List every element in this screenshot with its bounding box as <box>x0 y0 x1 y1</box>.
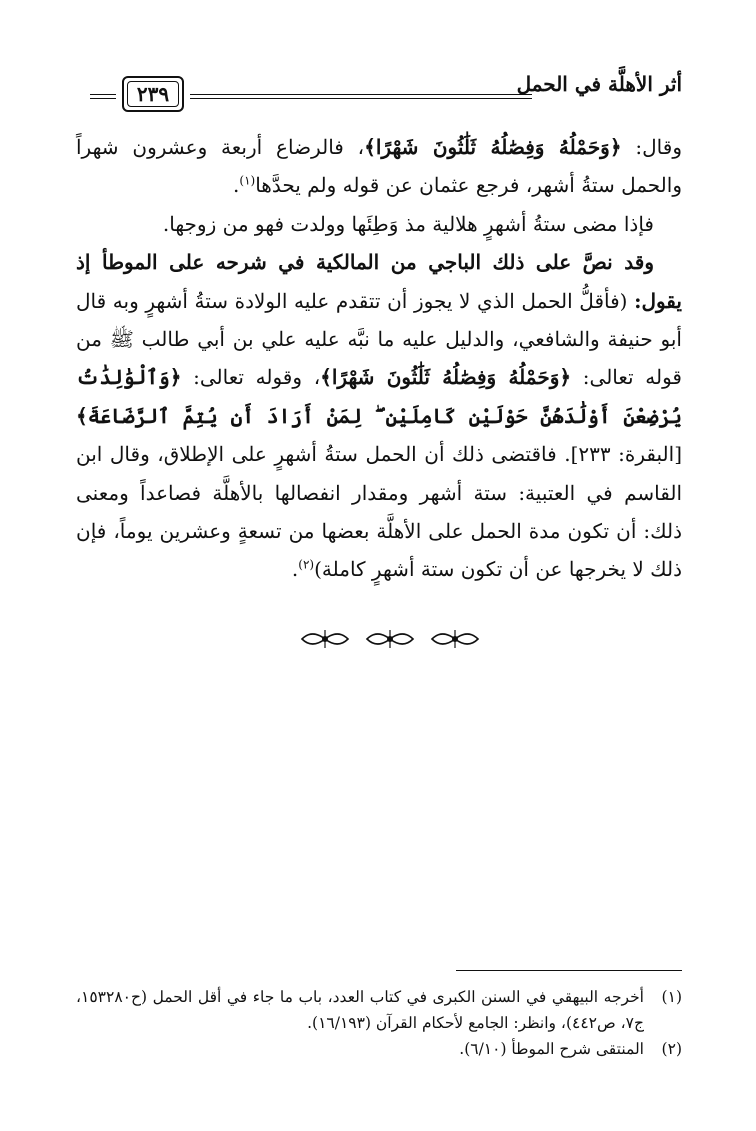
ornament-icon <box>300 626 350 652</box>
section-divider <box>300 624 480 654</box>
quran-verse: ﴿وَحَمْلُهُ وَفِصَٰلُهُ ثَلَٰثُونَ شَهْرًا﴾ <box>364 135 622 159</box>
text-run: . <box>291 557 299 582</box>
bold-lead: وقد نصَّ على ذلك الباجي من المالكية في شرحه على الموطأ إذ يقول: <box>76 250 682 313</box>
text-run: وقال: <box>621 135 682 159</box>
footnotes <box>76 984 682 1062</box>
footnote-text: أخرجه البيهقي في السنن الكبرى في كتاب العدد، باب ما جاء في أقل الحمل (ح١٥٣٢٨٠، ج٧، ص٤٤٢)، وانظر: الجامع لأحكام القرآن (١٦/١٩٣). <box>76 988 644 1032</box>
footnote-number: (٢) <box>661 1040 682 1058</box>
ornament-icon <box>430 626 480 652</box>
text-run: ، وقوله تعالى: <box>181 365 321 390</box>
quran-verse: ﴿وَٱلْوَٰلِدَٰتُ يُرْضِعْنَ أَوْلَٰدَهُنَّ حَوْلَيْنِ كَامِلَيْنِ ۖ لِمَنْ أَرَادَ أَن يُتِمَّ ٱلرَّضَاعَةَ﴾ <box>76 365 682 428</box>
main-text <box>76 128 682 589</box>
text-run: . <box>233 173 240 198</box>
footnote-2 <box>76 1036 682 1062</box>
header-double-rule <box>190 94 532 99</box>
running-title: أثر الأهلَّة في الحمل <box>516 72 682 96</box>
footnote-text: المنتقى شرح الموطأ (٦/١٠). <box>459 1040 644 1058</box>
text-run: [البقرة: ٢٣٣]. فاقتضى ذلك أن الحمل ستةُ أشهرٍ على الإطلاق، وقال ابن القاسم في العتبية: ستة أشهر ومقدار انفصالها بالأهلَّة فصاعداً ومعنى ذلك: أن تكون مدة الحمل على الأهلَّة بعضها من تسعةٍ وعشرين يوماً، فإن ذلك لا يخرجها عن أن تكون ستة أشهرٍ كاملة) <box>76 442 682 582</box>
text-run: ، فالرضاع أربعة وعشرون شهراً والحمل ستةُ أشهر، فرجع عثمان عن قوله ولم يحدَّها <box>76 135 682 198</box>
footnote-separator <box>456 970 682 971</box>
paragraph-3 <box>76 243 682 589</box>
ornament-icon <box>365 626 415 652</box>
footnote-number: (١) <box>661 988 682 1006</box>
footnote-ref[interactable]: (٢) <box>298 557 315 572</box>
quran-verse: ﴿وَحَمْلُهُ وَفِصَٰلُهُ ثَلَٰثُونَ شَهْرًا﴾ <box>320 365 572 390</box>
footnote-ref[interactable]: (١) <box>239 173 256 188</box>
text-run: (فأقلُّ الحمل الذي لا يجوز أن تتقدم عليه الولادة ستةُ أشهرٍ وبه قال أبو حنيفة والشافعي، والدليل عليه ما نبَّه عليه علي بن أبي طالب ﷺ من قوله تعالى: <box>76 288 682 390</box>
paragraph-1 <box>76 128 682 205</box>
page-number: ٢٣٩ <box>127 81 179 107</box>
paragraph-2: فإذا مضى ستةُ أشهرٍ هلالية مذ وَطِئَها وولدت فهو من زوجها. <box>162 211 654 236</box>
header-double-rule-left <box>90 94 116 99</box>
footnote-1 <box>76 984 682 1036</box>
page-number-frame <box>122 76 184 112</box>
page-header <box>90 68 682 118</box>
